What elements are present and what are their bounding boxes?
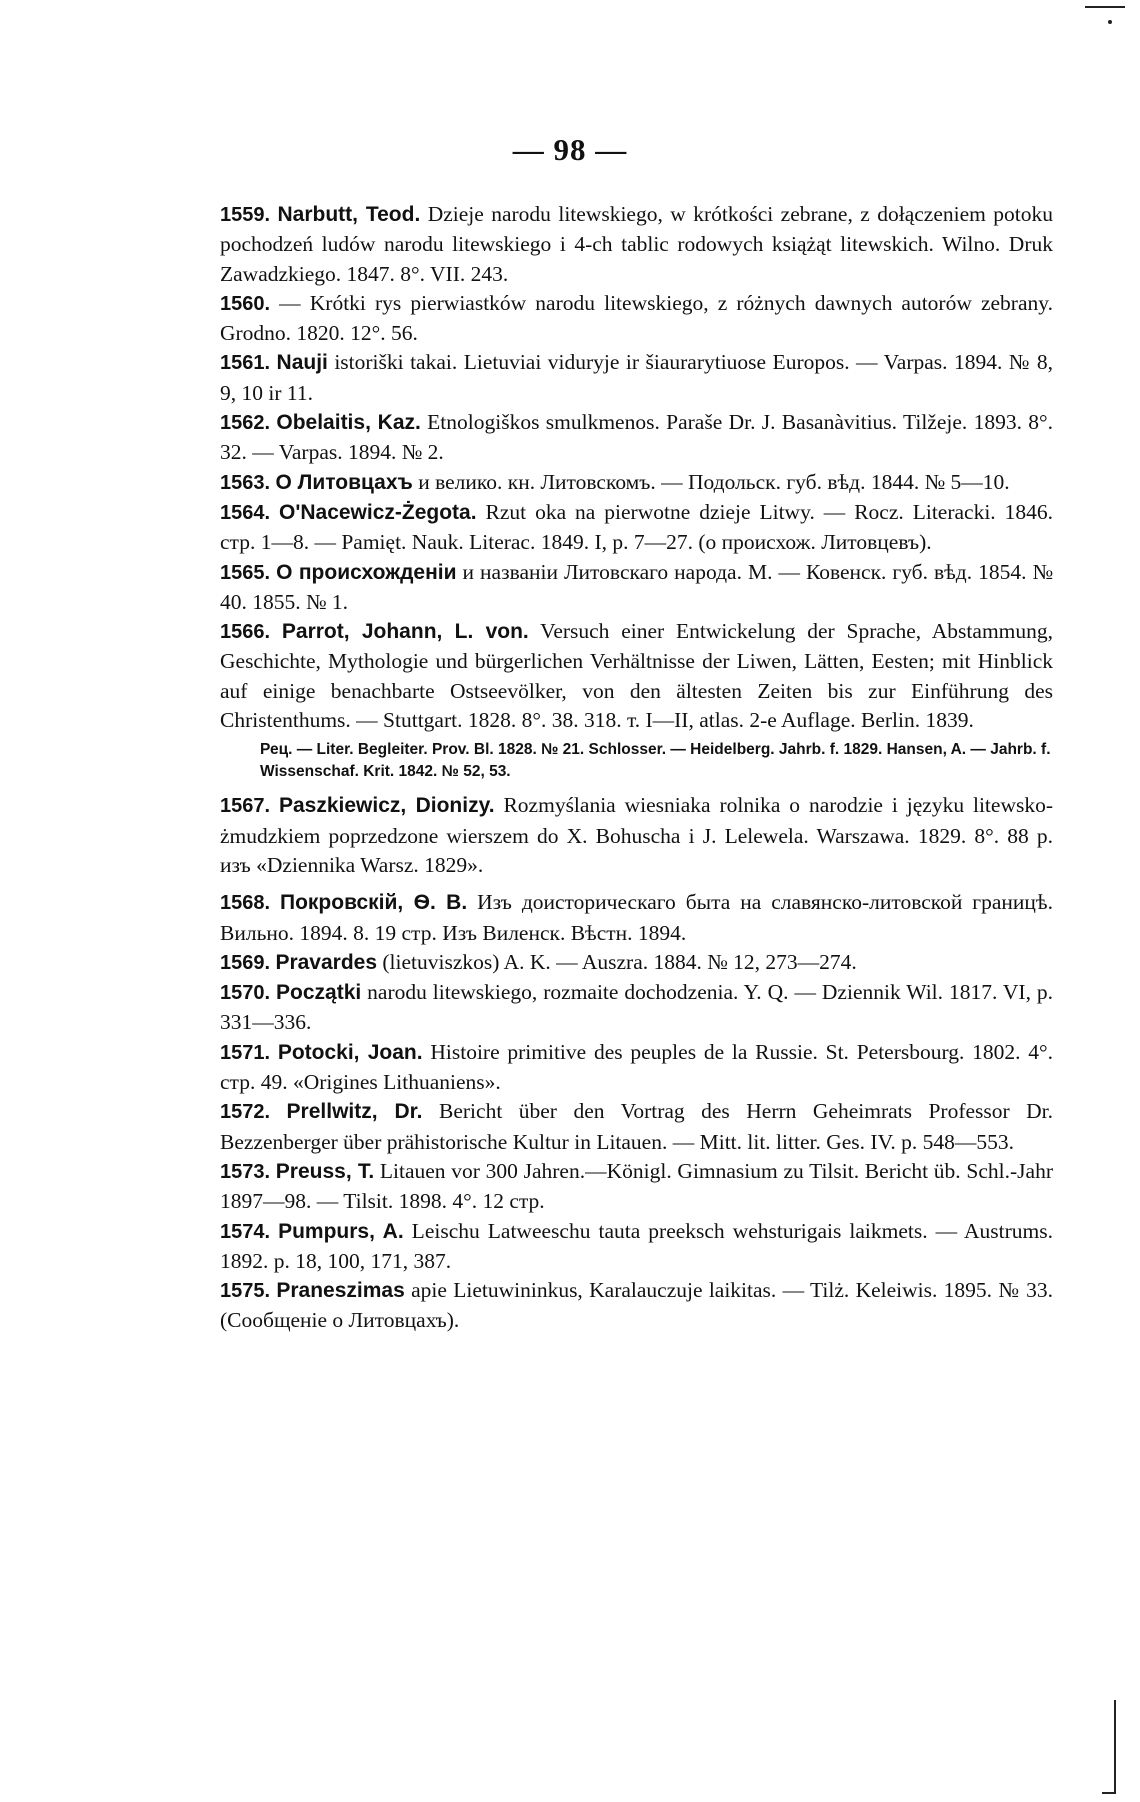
entry-number: 1564. (220, 501, 271, 524)
entry-1572 (220, 1097, 1053, 1157)
entry-number: 1568. (220, 892, 271, 915)
entry-author: Nauji (276, 351, 328, 375)
entry-author: O'Nacewicz-Żegota. (279, 500, 477, 524)
entry-1560 (220, 289, 1053, 349)
entry-text: Versuch einer Entwickelung der Sprache, Abstammung, Geschichte, Mythologie und bürgerlichen Verhältnisse der Liwen, Lätten, Eesten; mit Hinblick auf einige benachbarte Ostseevölker, von den ältesten Zeiten bis zur Einführung des Christenthums. — Stuttgart. 1828. 8°. 38. 318. т. I—II, atlas. 2-e Auflage. Berlin. 1839. (220, 619, 1054, 733)
entry-author: Preuss, T. (275, 1159, 375, 1183)
entry-1575 (220, 1276, 1053, 1336)
entry-1569 (220, 948, 1053, 978)
entry-text: Изъ доисторическаго быта на славянско-литовской границѣ. Вильно. 1894. 8. 19 стр. Изъ Виленск. Вѣстн. 1894. (220, 890, 1053, 945)
entry-author: Potocki, Joan. (277, 1040, 423, 1064)
entry-text: apie Lietuwininkus, Karalauczuje laikitas. — Tilż. Keleiwis. 1895. № 33. (Сообщеніе о Литовцахъ). (220, 1278, 1053, 1333)
entry-text: Histoire primitive des peuples de la Russie. St. Petersbourg. 1802. 4°. стр. 49. «Origines Lithuaniens». (220, 1039, 1054, 1095)
entry-number: 1574. (220, 1220, 271, 1243)
scan-mark-top-right (1085, 6, 1125, 8)
entry-author: Początki (276, 981, 362, 1005)
entry-text: Leischu Latweeschu tauta preeksch wehsturigais laikmets. — Austrums. 1892. p. 18, 100, 171, 387. (220, 1218, 1054, 1273)
entry-number: 1563. (220, 471, 271, 494)
entry-author: Obelaitis, Kaz. (276, 411, 421, 435)
entry-number: 1567. (220, 795, 271, 818)
entry-1564 (220, 498, 1053, 558)
entry-number: 1573. (220, 1160, 271, 1183)
page-number: — 98 — (512, 132, 628, 167)
entry-text: Rzut oka na pierwotne dzieje Litwy. — Rocz. Literacki. 1846. стр. 1—8. — Pamięt. Nauk. Literac. 1849. I, p. 7—27. (о происхож. Литовцевъ). (220, 499, 1053, 555)
entry-1562 (220, 408, 1053, 468)
entry-text: (lietuviszkos) A. K. — Auszra. 1884. № 12, 273—274. (377, 949, 857, 974)
entry-author: О происхожденіи (276, 560, 457, 584)
entry-number: 1570. (220, 982, 271, 1005)
entry-number: 1569. (220, 951, 271, 974)
entry-1571 (220, 1038, 1053, 1098)
entry-text: Dzieje narodu litewskiego, w krótkości zebrane, z dołączeniem potoku pochodzeń ludów narodu litewskiego i 4-ch tablic rodowych książąt litewskich. Wilno. Druk Zawadzkiego. 1847. 8°. VII. 243. (220, 202, 1054, 286)
scan-mark-bottom-right (1114, 1700, 1116, 1794)
entry-text: и названіи Литовскаго народа. М. — Ковенск. губ. вѣд. 1854. № 40. 1855. № 1. (220, 559, 1053, 614)
entry-number: 1572. (220, 1101, 271, 1124)
entry-text: — Krótki rys pierwiastków narodu litewskiego, z różnych dawnych autorów zebrany. Grodno. 1820. 12°. 56. (220, 290, 1053, 346)
entry-number: 1559. (220, 204, 271, 226)
entry-text: istoriški takai. Lietuviai viduryje ir šiaurarytiuose Europos. — Varpas. 1894. № 8, 9, 10 ir 11. (220, 350, 1054, 405)
entry-author: Narbutt, Teod. (277, 203, 421, 226)
entry-author: Pumpurs, A. (278, 1219, 404, 1243)
entry-text: Etnologiškos smulkmenos. Paraše Dr. J. Basanàvitius. Tilžeje. 1893. 8°. 32. — Varpas. 1894. № 2. (220, 410, 1053, 465)
entry-1570 (220, 978, 1053, 1038)
entry-1566-reviews: Рец. — Liter. Begleiter. Prov. Bl. 1828. № 21. Schlosser. — Heidelberg. Jahrb. f. 1829. Hansen, A. — Jahrb. f. Wissenschaf. Krit. 1842. № 52, 53. (260, 741, 1051, 781)
scan-mark-bottom-foot (1102, 1792, 1116, 1794)
entry-author: Parrot, Johann, L. von. (281, 620, 529, 644)
entry-text: Litauen vor 300 Jahren.—Königl. Gimnasium zu Tilsit. Bericht üb. Schl.-Jahr 1897—98. — Tilsit. 1898. 4°. 12 стр. (220, 1158, 1053, 1214)
entry-number: 1575. (220, 1280, 271, 1303)
entry-author: Paszkiewicz, Dionizy. (278, 794, 495, 818)
entry-text: narodu litewskiego, rozmaite dochodzenia. Y. Q. — Dziennik Wil. 1817. VI, p. 331—336. (220, 980, 1054, 1035)
entry-author: Praneszimas (276, 1279, 405, 1303)
entry-1563 (220, 468, 1053, 498)
entry-text: Bericht über den Vortrag des Herrn Geheimrats Professor Dr. Bezzenberger über prähistorische Kultur in Litauen. — Mitt. lit. litter. Ges. IV. p. 548—553. (220, 1099, 1054, 1154)
entry-number: 1562. (220, 412, 271, 435)
entry-author: О Литовцахъ (275, 470, 413, 494)
entry-number: 1571. (220, 1041, 271, 1064)
bibliography-entries (220, 200, 1053, 1336)
entry-text: и велико. кн. Литовскомъ. — Подольск. губ. вѣд. 1844. № 5—10. (412, 469, 1010, 494)
entry-author: Покровскій, Ѳ. В. (280, 891, 468, 915)
entry-author: Pravardes (275, 950, 378, 974)
entry-1566 (220, 617, 1053, 735)
entry-author: Prellwitz, Dr. (286, 1100, 423, 1124)
entry-1561 (220, 348, 1053, 408)
entry-1559 (220, 200, 1053, 289)
entry-1573 (220, 1157, 1053, 1217)
entry-number: 1565. (220, 561, 271, 584)
entry-text: Rozmyślania wiesniaka rolnika o narodzie i języku litewsko-żmudzkiem poprzedzone wierszem do X. Bohuscha i J. Lelewela. Warszawa. 1829. 8°. 88 p. изъ «Dziennika Warsz. 1829». (220, 793, 1054, 877)
entry-number: 1560. (220, 292, 271, 315)
entry-1565 (220, 558, 1053, 618)
scan-mark-dot (1108, 20, 1112, 24)
entry-number: 1561. (220, 352, 271, 375)
entry-1574 (220, 1217, 1053, 1277)
entry-1568 (220, 888, 1053, 948)
entry-1567 (220, 791, 1053, 880)
entry-number: 1566. (220, 621, 271, 644)
